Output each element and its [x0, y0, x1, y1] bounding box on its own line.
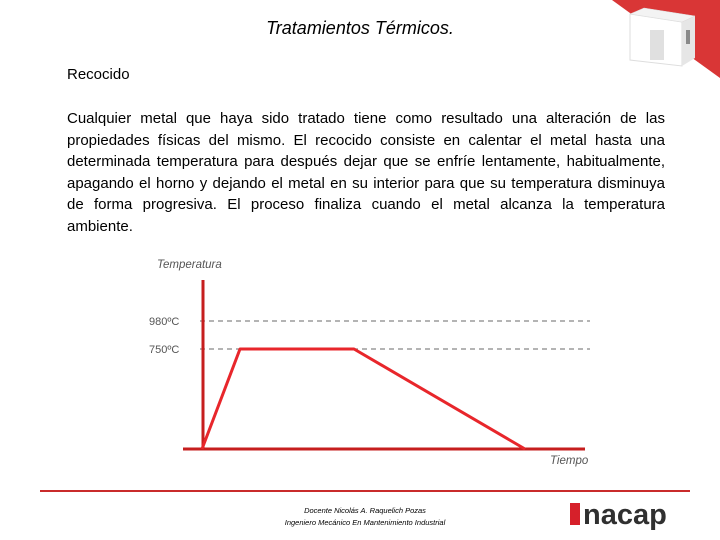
- annealing-chart: [140, 250, 600, 475]
- footer-divider: [40, 490, 690, 492]
- corner-logo-icon: [600, 0, 720, 80]
- instructor-title: Ingeniero Mecánico En Mantenimiento Industrial: [284, 518, 446, 527]
- temperature-series-line: [202, 349, 525, 449]
- footer-credit: [255, 505, 475, 529]
- body-paragraph: Cualquier metal que haya sido tratado tiene como resultado una alteración de las propiedades físicas del mismo. El recocido consiste en calentar el metal hasta una determinada temperatura para después dejar que se enfríe lentamente, habitualmente, apagando el horno y dejando el metal en su interior para que su temperatura disminuya de forma progresiva. El proceso finaliza cuando el metal alcanza la temperatura ambiente.: [67, 110, 665, 235]
- x-axis-label: Tiempo: [550, 455, 589, 467]
- inacap-logo-text: nacap: [583, 499, 667, 531]
- section-heading: Recocido: [67, 66, 130, 83]
- y-axis-label: Temperatura: [157, 259, 222, 271]
- reference-label-980: 980ºC: [149, 316, 180, 328]
- reference-label-750: 750ºC: [149, 344, 180, 356]
- slide-title: Tratamientos Térmicos.: [266, 18, 454, 38]
- inacap-logo: [570, 497, 695, 531]
- instructor-name: Docente Nicolás A. Raquelich Pozas: [304, 506, 426, 515]
